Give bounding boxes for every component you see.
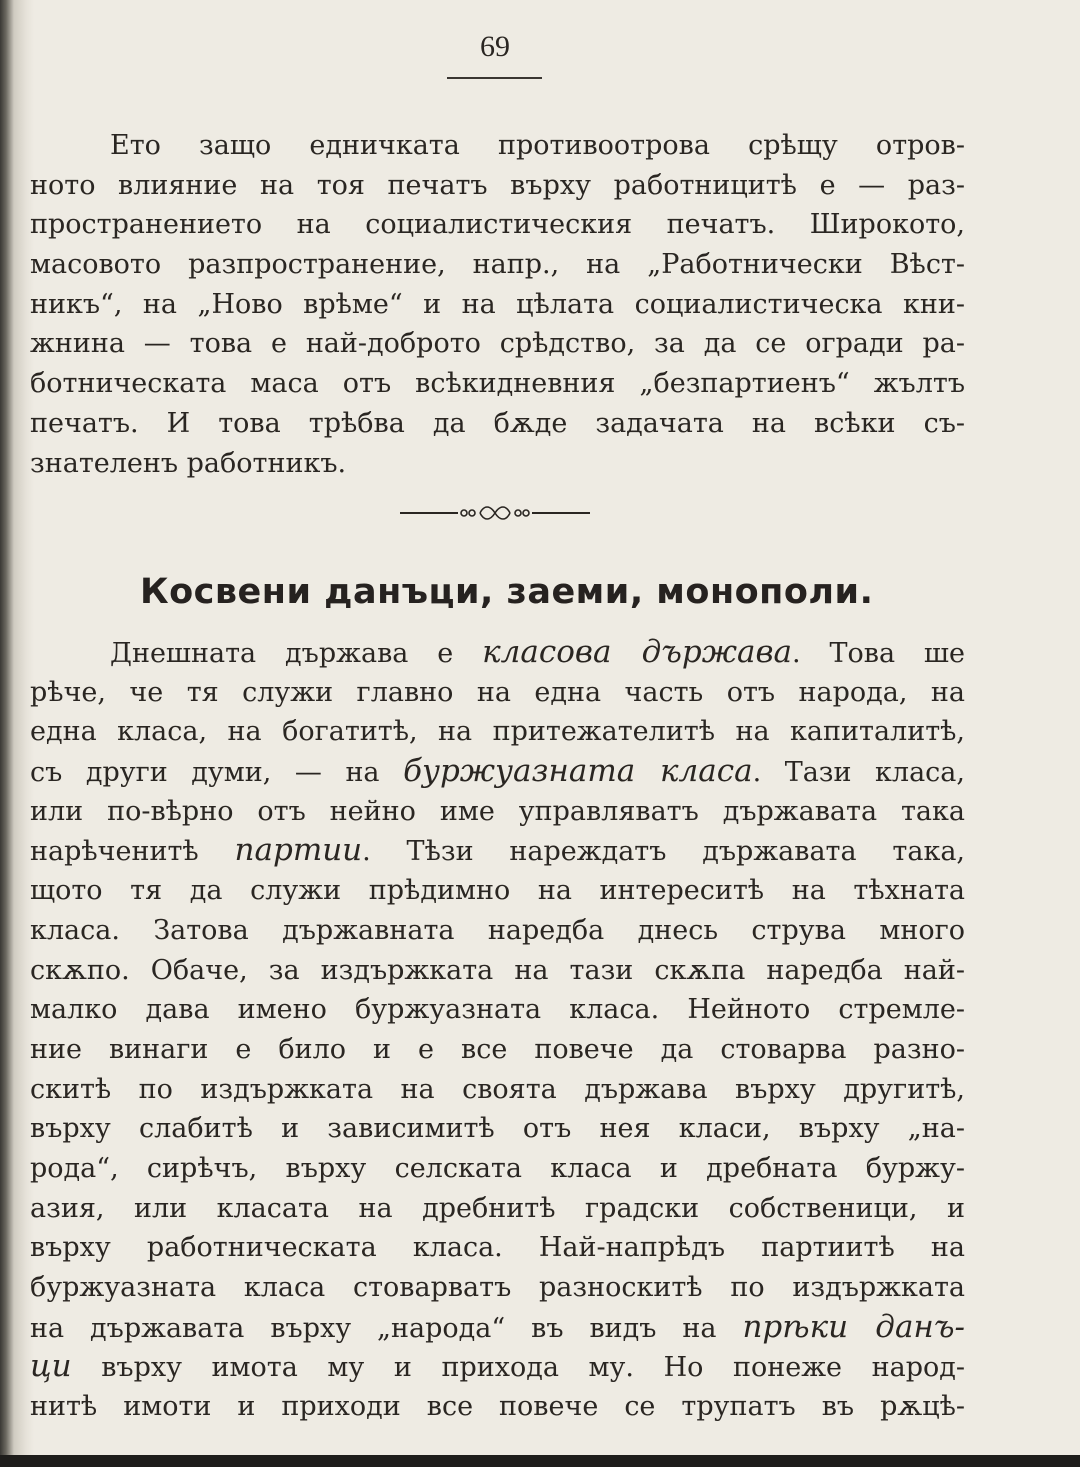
emphasis-text: буржуазната класа <box>403 753 753 790</box>
text-line: печатъ. И това трѣбва да бѫде задачата на всѣки съ- <box>30 407 965 439</box>
text-line: рѣче, че тя служи главно на една часть отъ народа, на <box>30 676 965 708</box>
text-line: Ето защо едничката противоотрова срѣщу отров- <box>110 130 965 161</box>
paragraph-press <box>30 126 965 483</box>
text-line: една класа, на богатитѣ, на притежателитѣ на капиталитѣ, <box>30 716 965 748</box>
text-line: ботническата маса отъ всѣкидневния „безпартиенъ“ жълтъ <box>30 368 965 400</box>
text-line: ното влияние на тоя печатъ върху работницитѣ е — раз- <box>30 169 965 201</box>
emphasis-text: партии <box>234 832 363 869</box>
text-line: или по-вѣрно отъ нейно име управляватъ държавата така <box>30 795 965 827</box>
text-line: Днешната държава е класова държава. Това ше <box>110 634 965 670</box>
page-bottom-edge <box>0 1455 1080 1467</box>
text-line: знателенъ работникъ. <box>30 447 347 479</box>
text-line: жнина — това е най-доброто срѣдство, за да се огради ра- <box>30 328 965 360</box>
book-gutter <box>0 0 34 1455</box>
text-line: скитѣ по издържката на своята държава върху другитѣ, <box>30 1073 965 1105</box>
emphasis-text: прѣки данъ- <box>742 1308 965 1345</box>
emphasis-text: ци <box>30 1348 72 1385</box>
section-divider-ornament <box>400 503 590 523</box>
section-heading: Косвени данъци, заеми, монополи. <box>140 572 874 612</box>
text-line: нитѣ имоти и приходи все повече се трупатъ въ рѫцѣ- <box>30 1391 965 1423</box>
text-line: скѫпо. Обаче, за издържката на тази скѫпа наредба най- <box>30 954 965 986</box>
text-line: азия, или класата на дребнитѣ градски собственици, и <box>30 1192 965 1224</box>
text-line: класа. Затова държавната наредба днесь струва много <box>30 914 965 946</box>
text-line: върху слабитѣ и зависимитѣ отъ нея класи, върху „на- <box>30 1113 965 1145</box>
text-line: рода“, сирѣчъ, върху селската класа и дребната буржу- <box>30 1152 965 1184</box>
text-line: на държавата върху „народа“ въ видъ на прѣки данъ- <box>30 1308 965 1345</box>
text-line: щото тя да служи прѣдимно на интереситѣ на тѣхната <box>30 875 965 907</box>
text-line: нарѣченитѣ партии. Тѣзи нареждатъ държавата така, <box>30 832 965 869</box>
emphasis-text: класова държава <box>482 634 792 670</box>
text-line: съ други думи, — на буржуазната класа. Тази класа, <box>30 753 965 790</box>
page-number: 69 <box>480 30 510 63</box>
text-line: върху работническата класа. Най-напрѣдъ партиитѣ на <box>30 1232 965 1264</box>
text-line: ние винаги е било и е все повече да стоварва разно- <box>30 1033 965 1065</box>
text-line: малко дава имено буржуазната класа. Нейното стремле- <box>30 994 965 1026</box>
page-number-rule <box>447 77 542 79</box>
text-line: пространението на социалистическия печатъ. Широкото, <box>30 209 965 241</box>
text-line: никъ“, на „Ново врѣме“ и на цѣлата социалистическа кни- <box>30 288 965 320</box>
text-line: буржуазната класа стоварватъ разноскитѣ по издържката <box>30 1272 965 1303</box>
text-line: масовото разпространение, напр., на „Работнически Вѣст- <box>30 249 965 281</box>
paragraph-indirect-taxes <box>30 633 965 1427</box>
text-line: ци върху имота му и прихода му. Но понеже народ- <box>30 1348 965 1385</box>
